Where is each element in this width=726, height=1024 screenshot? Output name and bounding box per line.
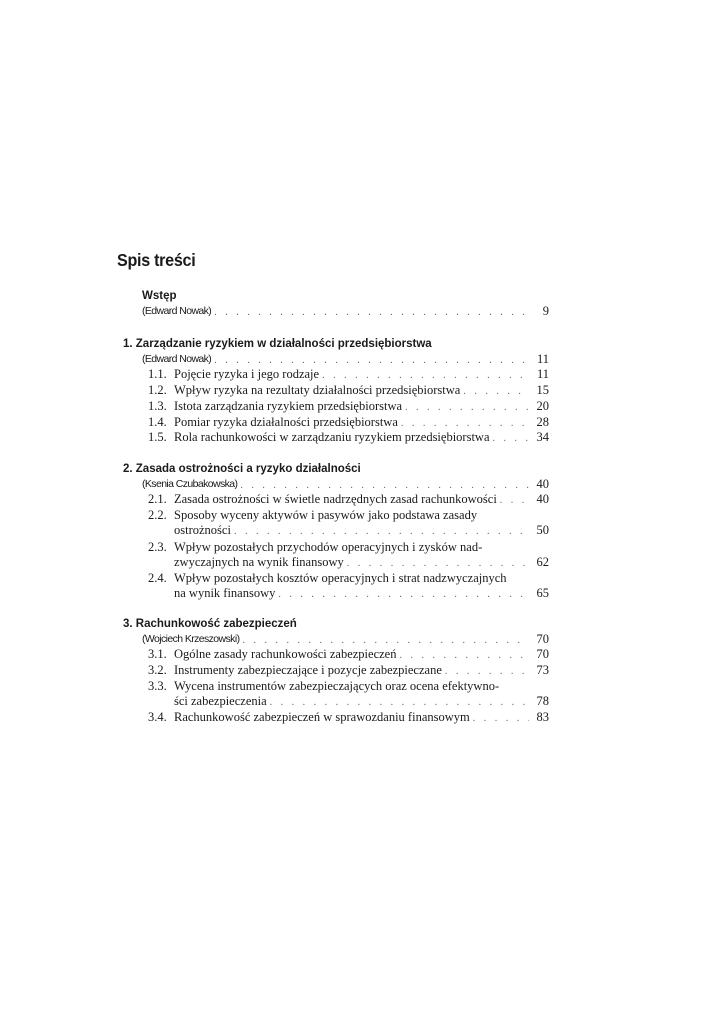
- entry-title: Rachunkowość zabezpieczeń w sprawozdaniu finansowym: [174, 710, 470, 724]
- chapter-3-author-page: 70: [536, 632, 549, 646]
- entry-number: 3.2.: [148, 663, 167, 677]
- entry-number: 2.3.: [148, 540, 167, 554]
- entry-number: 3.4.: [148, 710, 167, 724]
- toc-entry-3-2: [148, 663, 549, 678]
- entry-title: Ogólne zasady rachunkowości zabezpieczeń: [174, 647, 397, 661]
- entry-title: Rola rachunkowości w zarządzaniu ryzykiem przedsiębiorstwa: [174, 430, 490, 444]
- chapter-2-heading: 2. Zasada ostrożności a ryzyko działalności: [123, 463, 361, 475]
- entry-page: 78: [536, 694, 549, 708]
- leader-dots: [445, 666, 529, 678]
- toc-entry-3-3: [148, 679, 549, 694]
- intro-heading: Wstęp: [142, 290, 177, 302]
- toc-entry-2-1: [148, 492, 549, 507]
- entry-page: 73: [536, 663, 549, 677]
- entry-page: 11: [536, 367, 549, 381]
- chapter-1-author-page: 11: [536, 352, 549, 366]
- entry-page: 50: [536, 523, 549, 537]
- leader-dots: [278, 589, 529, 601]
- chapter-2-author: (Ksenia Czubakowska): [142, 478, 238, 490]
- entry-number: 2.1.: [148, 492, 167, 506]
- entry-title-cont: ostrożności: [174, 523, 231, 537]
- entry-title: Istota zarządzania ryzykiem przedsiębiorstwa: [174, 399, 403, 413]
- leader-dots: [214, 307, 529, 319]
- leader-dots: [493, 433, 529, 445]
- entry-page: 62: [536, 555, 549, 569]
- toc-entry-2-4: [148, 571, 549, 586]
- toc-entry-1-5: [148, 430, 549, 445]
- leader-dots: [322, 370, 529, 382]
- entry-page: 65: [536, 586, 549, 600]
- leader-dots: [347, 558, 529, 570]
- chapter-3-author: (Wojciech Krzeszowski): [142, 633, 240, 645]
- toc-entry-2-4-cont: [174, 586, 549, 601]
- entry-number: 3.3.: [148, 679, 167, 693]
- entry-title: Wpływ pozostałych kosztów operacyjnych i strat nadzwyczajnych: [174, 571, 507, 585]
- entry-number: 2.4.: [148, 571, 167, 585]
- chapter-2-author-line: [142, 477, 549, 492]
- entry-page: 28: [536, 415, 549, 429]
- entry-title: Zasada ostrożności w świetle nadrzędnych zasad rachunkowości: [174, 492, 497, 506]
- entry-page: 20: [536, 399, 549, 413]
- entry-page: 15: [536, 383, 549, 397]
- entry-title-cont: zwyczajnych na wynik finansowy: [174, 555, 344, 569]
- entry-number: 2.2.: [148, 508, 167, 522]
- leader-dots: [500, 495, 529, 507]
- toc-entry-1-1: [148, 367, 549, 382]
- chapter-1-author: (Edward Nowak): [142, 353, 212, 365]
- entry-title: Instrumenty zabezpieczające i pozycje zabezpieczane: [174, 663, 442, 677]
- entry-number: 3.1.: [148, 647, 167, 661]
- chapter-2-author-page: 40: [536, 477, 549, 491]
- intro-author-line: [142, 304, 549, 319]
- chapter-1-author-line: [142, 352, 549, 367]
- entry-title: Pomiar ryzyka działalności przedsiębiorstwa: [174, 415, 398, 429]
- toc-entry-2-2-cont: [174, 523, 549, 538]
- toc-entry-2-2: [148, 508, 549, 523]
- toc-title: Spis treści: [117, 250, 196, 270]
- toc-entry-1-3: [148, 399, 549, 414]
- entry-page: 40: [536, 492, 549, 506]
- leader-dots: [463, 386, 529, 398]
- toc-entry-2-3: [148, 540, 549, 555]
- toc-entry-2-3-cont: [174, 555, 549, 570]
- entry-title: Wpływ ryzyka na rezultaty działalności przedsiębiorstwa: [174, 383, 461, 397]
- entry-title: Pojęcie ryzyka i jego rodzaje: [174, 367, 320, 381]
- chapter-3-author-line: [142, 632, 549, 647]
- entry-number: 1.4.: [148, 415, 167, 429]
- entry-title: Wpływ pozostałych przychodów operacyjnych i zysków nad-: [174, 540, 483, 554]
- entry-page: 34: [536, 430, 549, 444]
- leader-dots: [473, 713, 529, 725]
- intro-page: 9: [542, 304, 549, 318]
- entry-number: 1.3.: [148, 399, 167, 413]
- toc-entry-3-3-cont: [174, 694, 549, 709]
- entry-page: 83: [536, 710, 549, 724]
- entry-page: 70: [536, 647, 549, 661]
- entry-title: Sposoby wyceny aktywów i pasywów jako podstawa zasady: [174, 508, 478, 522]
- intro-author: (Edward Nowak): [142, 305, 212, 317]
- entry-title-cont: ści zabezpieczenia: [174, 694, 267, 708]
- leader-dots: [234, 526, 529, 538]
- entry-number: 1.2.: [148, 383, 167, 397]
- entry-number: 1.5.: [148, 430, 167, 444]
- toc-entry-1-2: [148, 383, 549, 398]
- toc-entry-3-4: [148, 710, 549, 725]
- entry-number: 1.1.: [148, 367, 167, 381]
- leader-dots: [242, 635, 529, 647]
- leader-dots: [214, 355, 529, 367]
- leader-dots: [270, 697, 529, 709]
- entry-title: Wycena instrumentów zabezpieczających oraz ocena efektywno-: [174, 679, 500, 693]
- entry-title-cont: na wynik finansowy: [174, 586, 276, 600]
- chapter-1-heading: 1. Zarządzanie ryzykiem w działalności przedsiębiorstwa: [123, 338, 432, 350]
- toc-entry-3-1: [148, 647, 549, 662]
- leader-dots: [399, 650, 529, 662]
- leader-dots: [401, 418, 529, 430]
- chapter-3-heading: 3. Rachunkowość zabezpieczeń: [123, 618, 297, 630]
- leader-dots: [240, 480, 529, 492]
- toc-entry-1-4: [148, 415, 549, 430]
- leader-dots: [405, 402, 529, 414]
